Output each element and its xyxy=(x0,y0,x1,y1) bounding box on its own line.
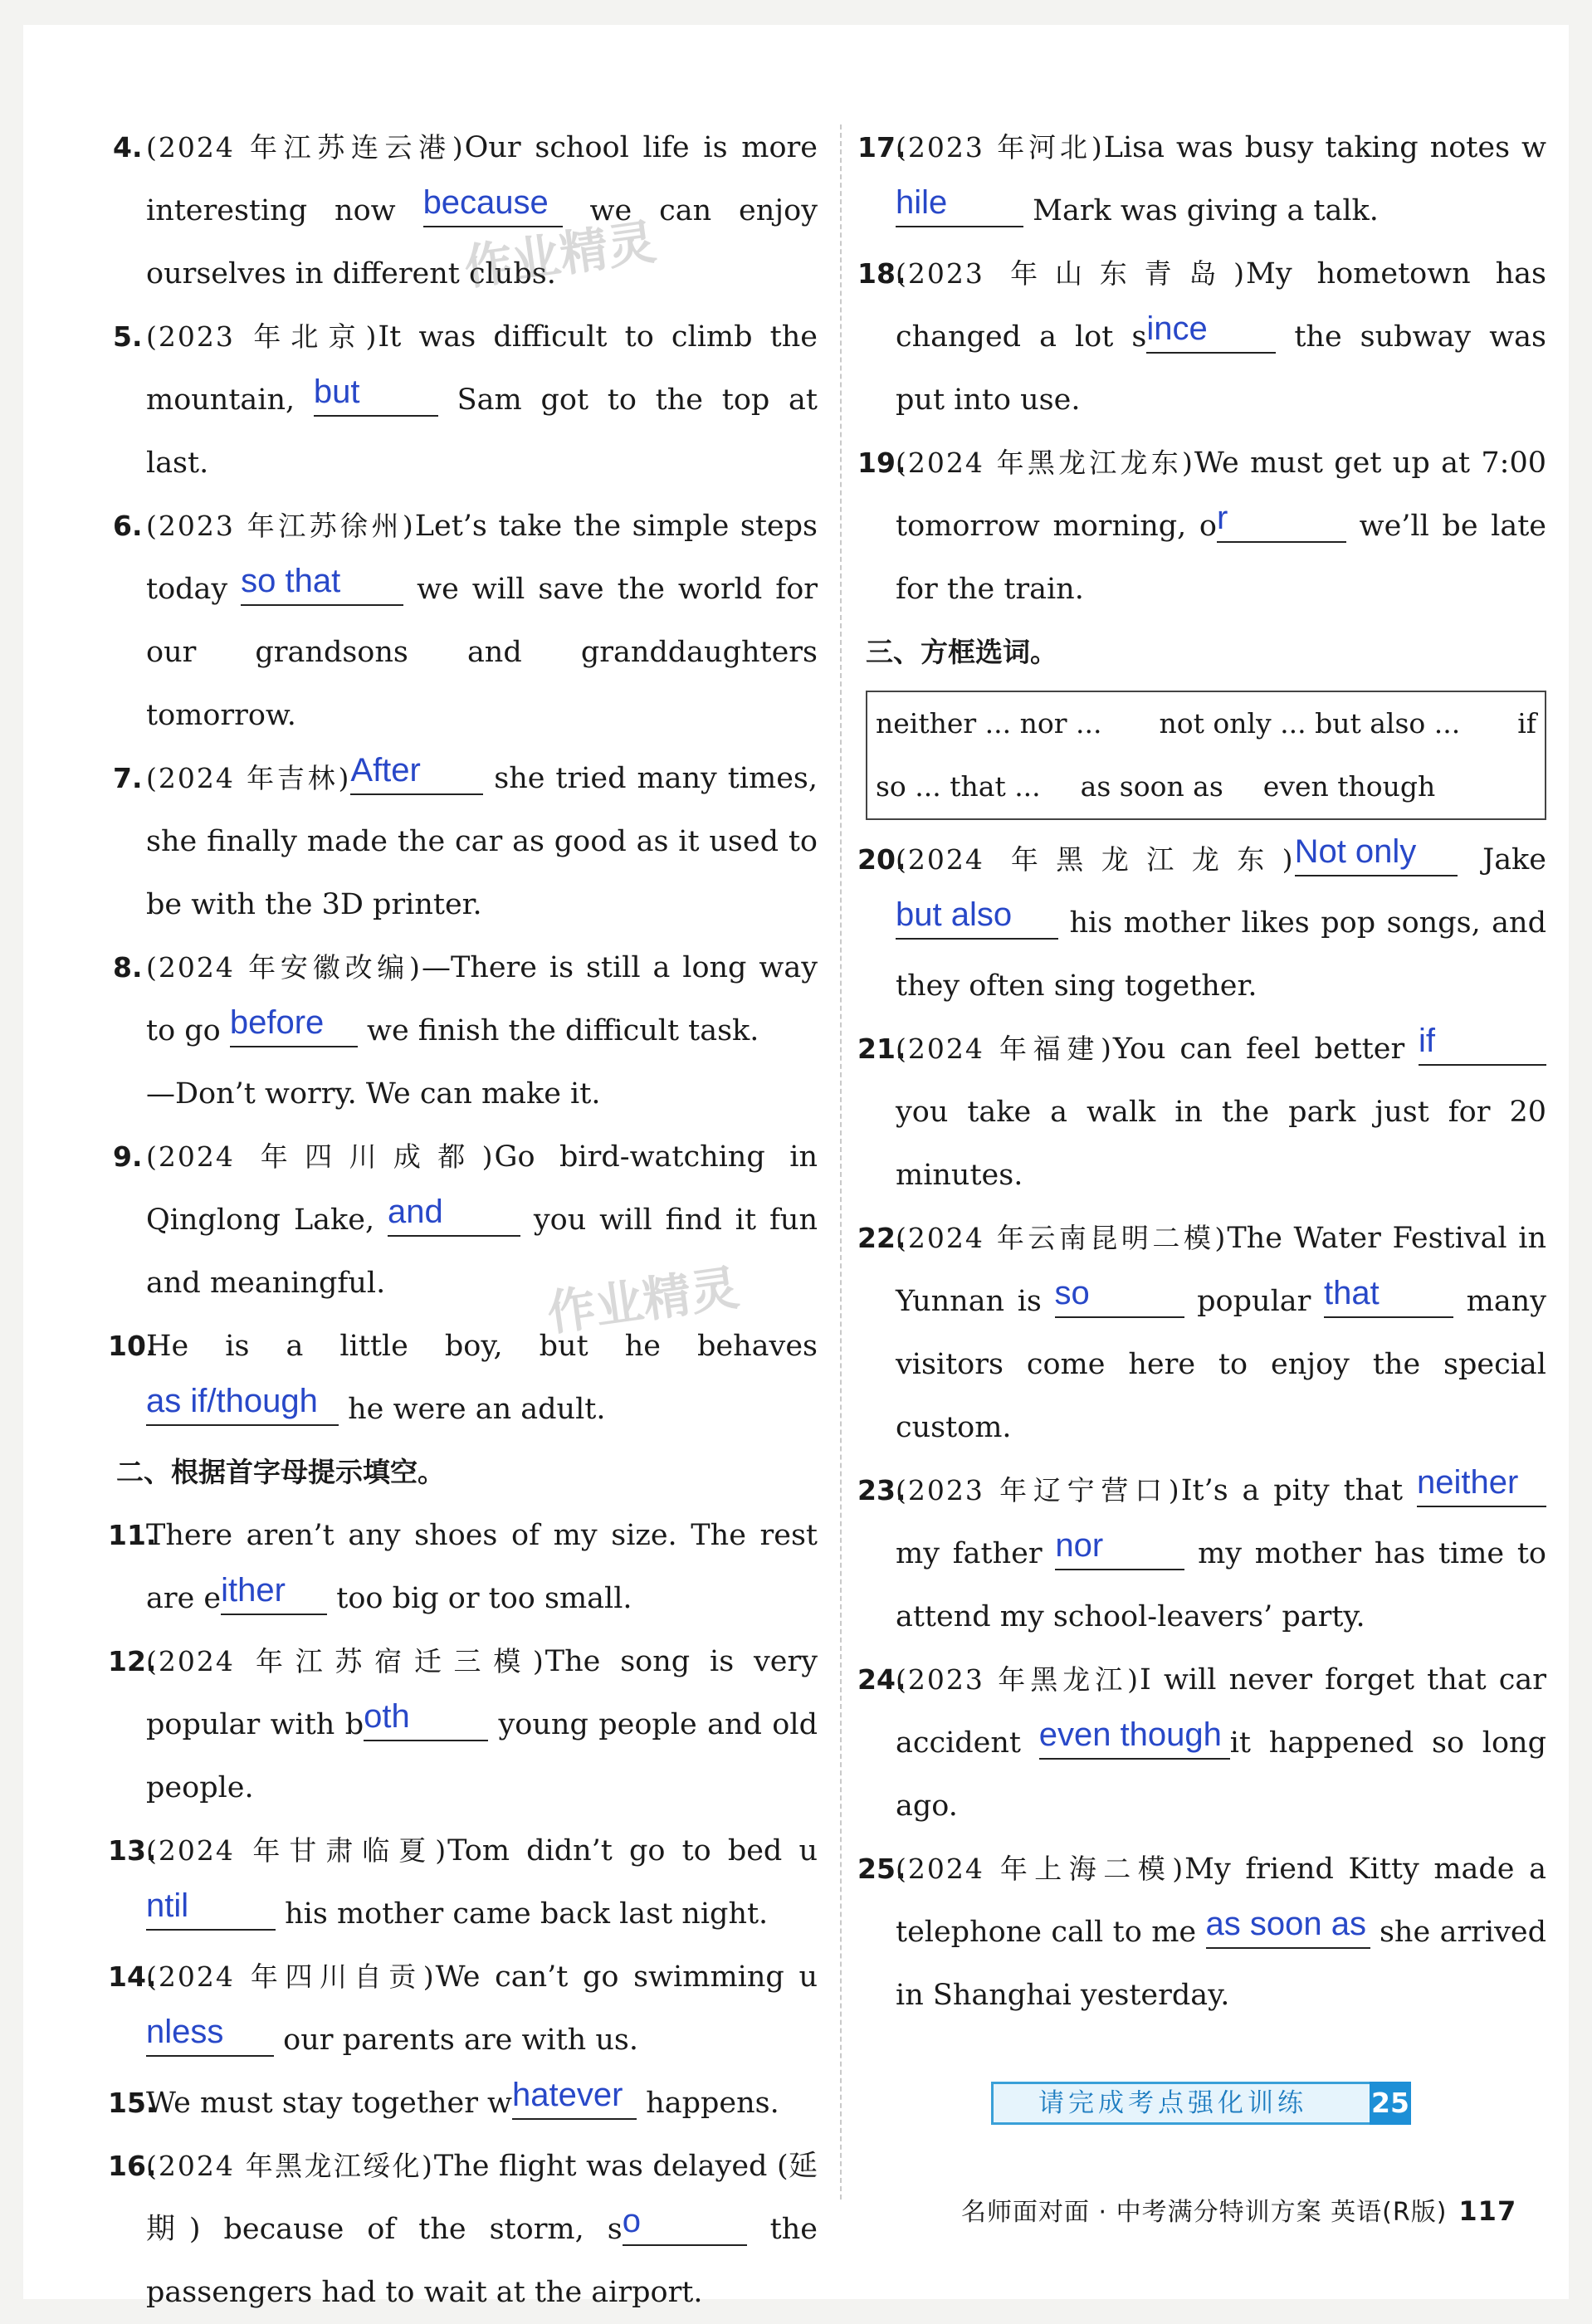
handwritten-answer: before xyxy=(229,1004,325,1041)
word-option: not only ... but also ... xyxy=(1159,707,1461,740)
question-text: happens. xyxy=(637,2087,779,2120)
right-column xyxy=(857,116,1546,2027)
handwritten-answer: After xyxy=(350,752,421,788)
answer-blank[interactable] xyxy=(1418,1023,1546,1066)
question-number: 12. xyxy=(108,1645,157,1677)
question-number: 25. xyxy=(857,1853,906,1885)
handwritten-answer: nless xyxy=(146,2014,224,2050)
word-option: neither ... nor ... xyxy=(876,707,1102,740)
section-2-heading: 二、根据首字母提示填空。 xyxy=(116,1456,445,1488)
question-6 xyxy=(113,495,818,747)
question-text: the subway was put into use. xyxy=(896,320,1546,417)
question-source: (2024 年四川自贡) xyxy=(146,1960,436,1993)
question-number: 21. xyxy=(857,1033,906,1065)
question-source: (2024 年黑龙江绥化) xyxy=(146,2150,434,2182)
question-10 xyxy=(108,1315,818,1441)
question-source: (2024 年四川成都) xyxy=(146,1140,495,1173)
question-source: (2023 年河北) xyxy=(896,131,1104,164)
question-text: My friend Kitty made a telephone call to me xyxy=(896,1853,1546,1949)
left-column xyxy=(108,116,818,2324)
question-number: 7. xyxy=(113,762,143,794)
question-12 xyxy=(108,1630,818,1819)
handwritten-answer: but xyxy=(313,374,360,410)
question-number: 11. xyxy=(108,1519,157,1551)
question-text: we finish the difficult task. xyxy=(357,1014,759,1047)
question-number: 10. xyxy=(108,1330,157,1362)
question-text: his mother likes pop songs, and they often sing together. xyxy=(896,906,1546,1003)
question-source: (2024 年黑龙江龙东) xyxy=(896,843,1295,876)
question-number: 13. xyxy=(108,1834,157,1867)
banner-badge: 25 xyxy=(1370,2082,1411,2125)
question-15 xyxy=(108,2072,818,2135)
answer-blank[interactable] xyxy=(422,184,563,227)
answer-blank[interactable] xyxy=(388,1194,520,1237)
word-option: as soon as xyxy=(1080,770,1223,803)
watermark: 作业精灵 xyxy=(544,1259,743,1342)
handwritten-answer: ince xyxy=(1146,310,1208,347)
handwritten-answer: neither xyxy=(1416,1464,1519,1501)
answer-blank[interactable] xyxy=(1294,833,1458,876)
question-number: 5. xyxy=(113,320,143,353)
question-number: 17. xyxy=(857,131,906,164)
answer-blank[interactable] xyxy=(1217,500,1346,543)
question-text: she tried many times, she finally made the car as good as it used to be with the 3D printer. xyxy=(146,762,818,921)
answer-blank[interactable] xyxy=(146,1887,276,1931)
page xyxy=(23,25,1569,2309)
question-5 xyxy=(113,305,818,495)
question-source: (2023 年辽宁营口) xyxy=(896,1474,1181,1506)
handwritten-answer: oth xyxy=(364,1698,410,1735)
question-text: my mother has time to attend my school-leavers’ party. xyxy=(896,1537,1546,1633)
question-number: 15. xyxy=(108,2087,157,2119)
question-source: (2024 年江苏宿迁三模) xyxy=(146,1645,545,1677)
question-source: (2024 年云南昆明二模) xyxy=(896,1222,1228,1254)
word-box-row xyxy=(876,755,1536,818)
question-21 xyxy=(857,1018,1546,1207)
word-box-row xyxy=(876,692,1536,755)
question-text: it happened so long ago. xyxy=(896,1726,1546,1823)
question-text: we’ll be late for the train. xyxy=(896,510,1546,606)
question-number: 8. xyxy=(113,951,143,984)
handwritten-answer: nor xyxy=(1055,1527,1104,1564)
answer-blank[interactable] xyxy=(364,1698,488,1741)
question-text: It was difficult to climb the mountain, xyxy=(146,320,818,417)
handwritten-answer: Not only xyxy=(1294,833,1417,870)
handwritten-answer: but also xyxy=(896,896,1013,933)
answer-blank[interactable] xyxy=(1038,1716,1230,1760)
handwritten-answer: that xyxy=(1324,1275,1380,1311)
answer-blank[interactable] xyxy=(622,2203,747,2246)
answer-blank[interactable] xyxy=(146,2014,274,2057)
question-number: 18. xyxy=(857,257,906,290)
question-number: 24. xyxy=(857,1663,906,1696)
answer-blank[interactable] xyxy=(1205,1906,1370,1949)
question-text: —Don’t worry. We can make it. xyxy=(146,1077,601,1111)
answer-blank[interactable] xyxy=(241,563,403,606)
question-16 xyxy=(108,2135,818,2324)
handwritten-answer: hile xyxy=(896,184,948,221)
word-option: so ... that ... xyxy=(876,770,1041,803)
question-text: he were an adult. xyxy=(339,1393,606,1426)
handwritten-answer: r xyxy=(1217,500,1228,536)
question-text: many visitors come here to enjoy the special custom. xyxy=(896,1285,1546,1444)
handwritten-answer: hatever xyxy=(512,2077,623,2113)
question-text: My hometown has changed a lot s xyxy=(896,257,1546,354)
question-7 xyxy=(113,747,818,936)
answer-blank[interactable] xyxy=(229,1004,358,1047)
handwritten-answer: ntil xyxy=(146,1887,189,1924)
question-text: we can enjoy ourselves in different clubs. xyxy=(146,194,818,290)
word-box xyxy=(866,691,1546,820)
question-text: I will never forget that car accident xyxy=(896,1663,1546,1760)
footer-title: 名师面对面 · 中考满分特训方案 英语(R版) xyxy=(961,2198,1448,2227)
question-text: you take a walk in the park just for 20 minutes. xyxy=(896,1096,1546,1192)
question-text: my father xyxy=(896,1537,1056,1570)
question-source: (2024 年福建) xyxy=(896,1033,1113,1065)
word-option: if xyxy=(1517,707,1536,740)
question-number: 14. xyxy=(108,1960,157,1993)
word-option: even though xyxy=(1262,770,1436,803)
question-text: Sam got to the top at last. xyxy=(146,383,818,480)
page-footer xyxy=(961,2191,1516,2228)
question-18 xyxy=(857,242,1546,432)
question-text: the passengers had to wait at the airport. xyxy=(146,2213,818,2309)
question-text: popular xyxy=(1184,1285,1324,1318)
question-text: It’s a pity that xyxy=(1180,1474,1417,1507)
handwritten-answer: so that xyxy=(241,563,341,599)
question-20 xyxy=(857,828,1546,1018)
question-source: (2023 年北京) xyxy=(146,320,378,353)
answer-blank[interactable] xyxy=(1416,1464,1546,1507)
answer-blank[interactable] xyxy=(512,2077,637,2120)
question-source: (2023 年黑龙江) xyxy=(896,1663,1140,1696)
question-number: 20. xyxy=(857,843,906,876)
handwritten-answer: as soon as xyxy=(1205,1906,1366,1942)
question-text: we will save the world for our grandsons and granddaughters tomorrow. xyxy=(146,573,818,732)
question-text: There aren’t any shoes of my size. The rest are e xyxy=(146,1519,818,1615)
question-13 xyxy=(108,1819,818,1946)
handwritten-answer: ither xyxy=(221,1572,286,1609)
question-text: Let’s take the simple steps today xyxy=(146,510,818,606)
question-22 xyxy=(857,1207,1546,1459)
question-source: (2024 年安徽改编) xyxy=(146,951,422,984)
practice-banner[interactable] xyxy=(991,2082,1411,2125)
question-text: You can feel better xyxy=(1112,1033,1419,1066)
question-number: 4. xyxy=(113,131,143,164)
handwritten-answer: even though xyxy=(1038,1716,1222,1753)
handwritten-answer: if xyxy=(1418,1023,1435,1059)
question-text: The flight was delayed (延期) because of the storm, s xyxy=(146,2150,818,2246)
question-text: Mark was giving a talk. xyxy=(1023,194,1379,227)
answer-blank[interactable] xyxy=(1146,310,1276,354)
answer-blank[interactable] xyxy=(896,184,1023,227)
question-number: 16. xyxy=(108,2150,157,2182)
question-text: —There is still a long way to go xyxy=(146,951,818,1047)
section-3-heading: 三、方框选词。 xyxy=(866,636,1057,668)
question-text: Our school life is more interesting now xyxy=(146,131,818,227)
question-text: young people and old people. xyxy=(146,1708,818,1804)
question-23 xyxy=(857,1459,1546,1648)
answer-blank[interactable] xyxy=(1324,1275,1453,1318)
question-number: 23. xyxy=(857,1474,906,1506)
question-text: Go bird-watching in Qinglong Lake, xyxy=(146,1140,818,1237)
question-list-2 xyxy=(108,1504,818,2324)
question-9 xyxy=(113,1125,818,1315)
question-11 xyxy=(108,1504,818,1630)
question-text: Lisa was busy taking notes w xyxy=(1103,131,1546,164)
question-17 xyxy=(857,116,1546,242)
question-text: We can’t go swimming u xyxy=(435,1960,818,1994)
question-number: 22. xyxy=(857,1222,906,1254)
question-number: 9. xyxy=(113,1140,143,1173)
question-source: (2024 年甘肃临夏) xyxy=(146,1834,448,1867)
question-text: The song is very popular with b xyxy=(146,1645,818,1741)
page-number: 117 xyxy=(1458,2195,1517,2227)
question-list-3 xyxy=(857,116,1546,621)
question-source: (2023 年山东青岛) xyxy=(896,257,1247,290)
question-text: He is a little boy, but he behaves xyxy=(146,1330,818,1363)
handwritten-answer: and xyxy=(388,1194,443,1230)
question-text: Tom didn’t go to bed u xyxy=(447,1834,818,1868)
answer-blank[interactable] xyxy=(1054,1275,1184,1318)
question-text: too big or too small. xyxy=(327,1582,632,1615)
question-source: (2024 年上海二模) xyxy=(896,1853,1185,1885)
answer-blank[interactable] xyxy=(1055,1527,1184,1570)
question-24 xyxy=(857,1648,1546,1838)
banner-text: 请完成考点强化训练 xyxy=(1038,2088,1307,2118)
handwritten-answer: as if/though xyxy=(146,1383,318,1419)
question-text: our parents are with us. xyxy=(274,2024,638,2057)
question-source: (2023 年江苏徐州) xyxy=(146,510,415,542)
question-list-1 xyxy=(108,116,818,1441)
question-text: she arrived in Shanghai yesterday. xyxy=(896,1916,1546,2012)
question-number: 6. xyxy=(113,510,143,542)
question-source: (2024 年黑龙江龙东) xyxy=(896,447,1194,479)
question-text: The Water Festival in Yunnan is xyxy=(896,1222,1546,1318)
answer-blank[interactable] xyxy=(221,1572,327,1615)
question-number: 19. xyxy=(857,447,906,479)
question-source: (2024 年吉林) xyxy=(146,762,351,794)
handwritten-answer: o xyxy=(622,2203,641,2239)
question-text: his mother came back last night. xyxy=(276,1897,769,1931)
answer-blank[interactable] xyxy=(896,896,1058,940)
question-4 xyxy=(113,116,818,305)
question-text: We must stay together w xyxy=(146,2087,513,2120)
question-25 xyxy=(857,1838,1546,2027)
question-text: Jake xyxy=(1457,843,1546,876)
question-19 xyxy=(857,432,1546,621)
watermark: 作业精灵 xyxy=(461,213,660,296)
question-14 xyxy=(108,1946,818,2072)
question-8 xyxy=(113,936,818,1125)
question-list-4 xyxy=(857,828,1546,2027)
handwritten-answer: because xyxy=(422,184,549,221)
question-text: We must get up at 7:00 tomorrow morning, o xyxy=(896,447,1546,543)
answer-blank[interactable] xyxy=(350,752,483,795)
handwritten-answer: so xyxy=(1054,1275,1090,1311)
question-source: (2024 年江苏连云港) xyxy=(146,131,465,164)
question-text: you will find it fun and meaningful. xyxy=(146,1204,818,1300)
column-divider xyxy=(840,124,842,2200)
answer-blank[interactable] xyxy=(313,374,438,417)
answer-blank[interactable] xyxy=(146,1383,339,1426)
